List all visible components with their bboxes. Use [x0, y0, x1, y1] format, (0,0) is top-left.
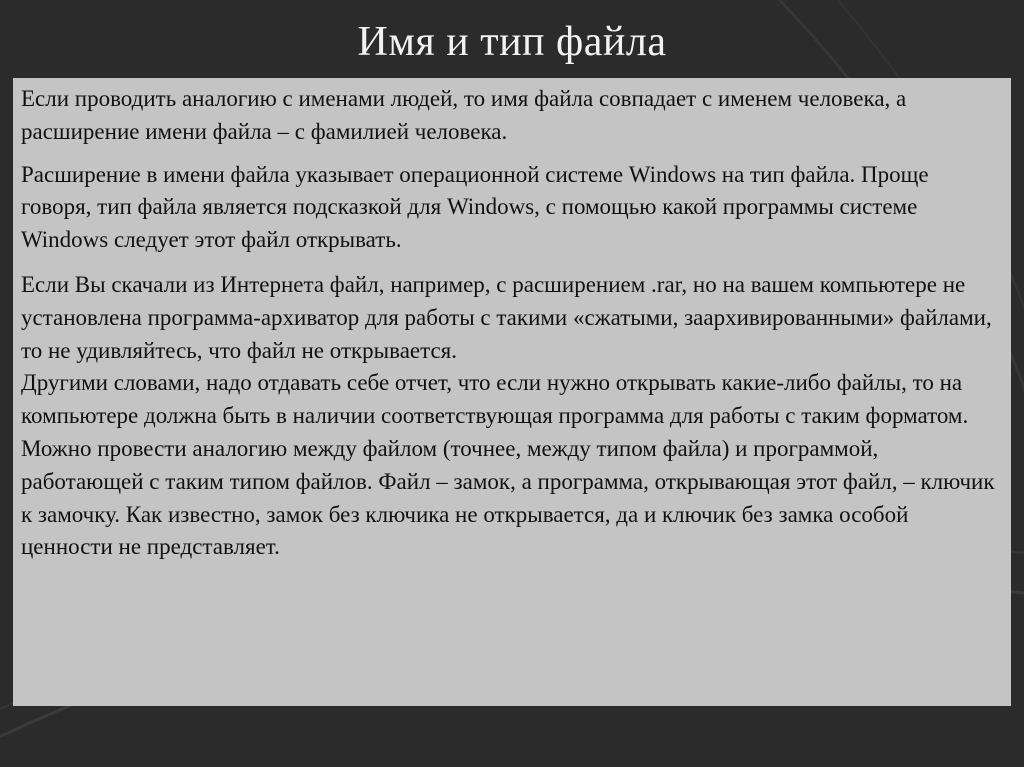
slide-body	[21, 83, 996, 564]
slide-title: Имя и тип файла	[357, 19, 667, 65]
text-panel	[13, 78, 1011, 706]
paragraph-required-program: Другими словами, надо отдавать себе отчет, что если нужно открывать какие-либо файлы, то на компьютере должна быть в наличии соответствующая программа для работы с таким форматом.	[21, 370, 969, 429]
paragraph-lock-key-analogy: Можно провести аналогию между файлом (точнее, между типом файла) и программой, работающей с таким типом файлов. Файл – замок, а программа, открывающая этот файл, – ключик к замочку. Как известно, замок без ключика не открывается, да и ключик без замка особой ценности не представляет.	[21, 435, 995, 560]
paragraph-name-analogy: Если проводить аналогию с именами людей, то имя файла совпадает с именем человека, а расширение имени файла – с фамилией человека.	[21, 86, 907, 144]
paragraph-extension-meaning: Расширение в имени файла указывает операционной системе Windows на тип файла. Проще говоря, тип файла является подсказкой для Windows, с помощью какой программы системе Windows следует этот файл открывать.	[21, 161, 929, 253]
paragraph-rar-example: Если Вы скачали из Интернета файл, например, с расширением .rar, но на вашем компьютере не установлена программа-архиватор для работы с такими «сжатыми, заархивированными» файлами, то не удивляйтесь, что файл не открывается.	[21, 271, 992, 363]
